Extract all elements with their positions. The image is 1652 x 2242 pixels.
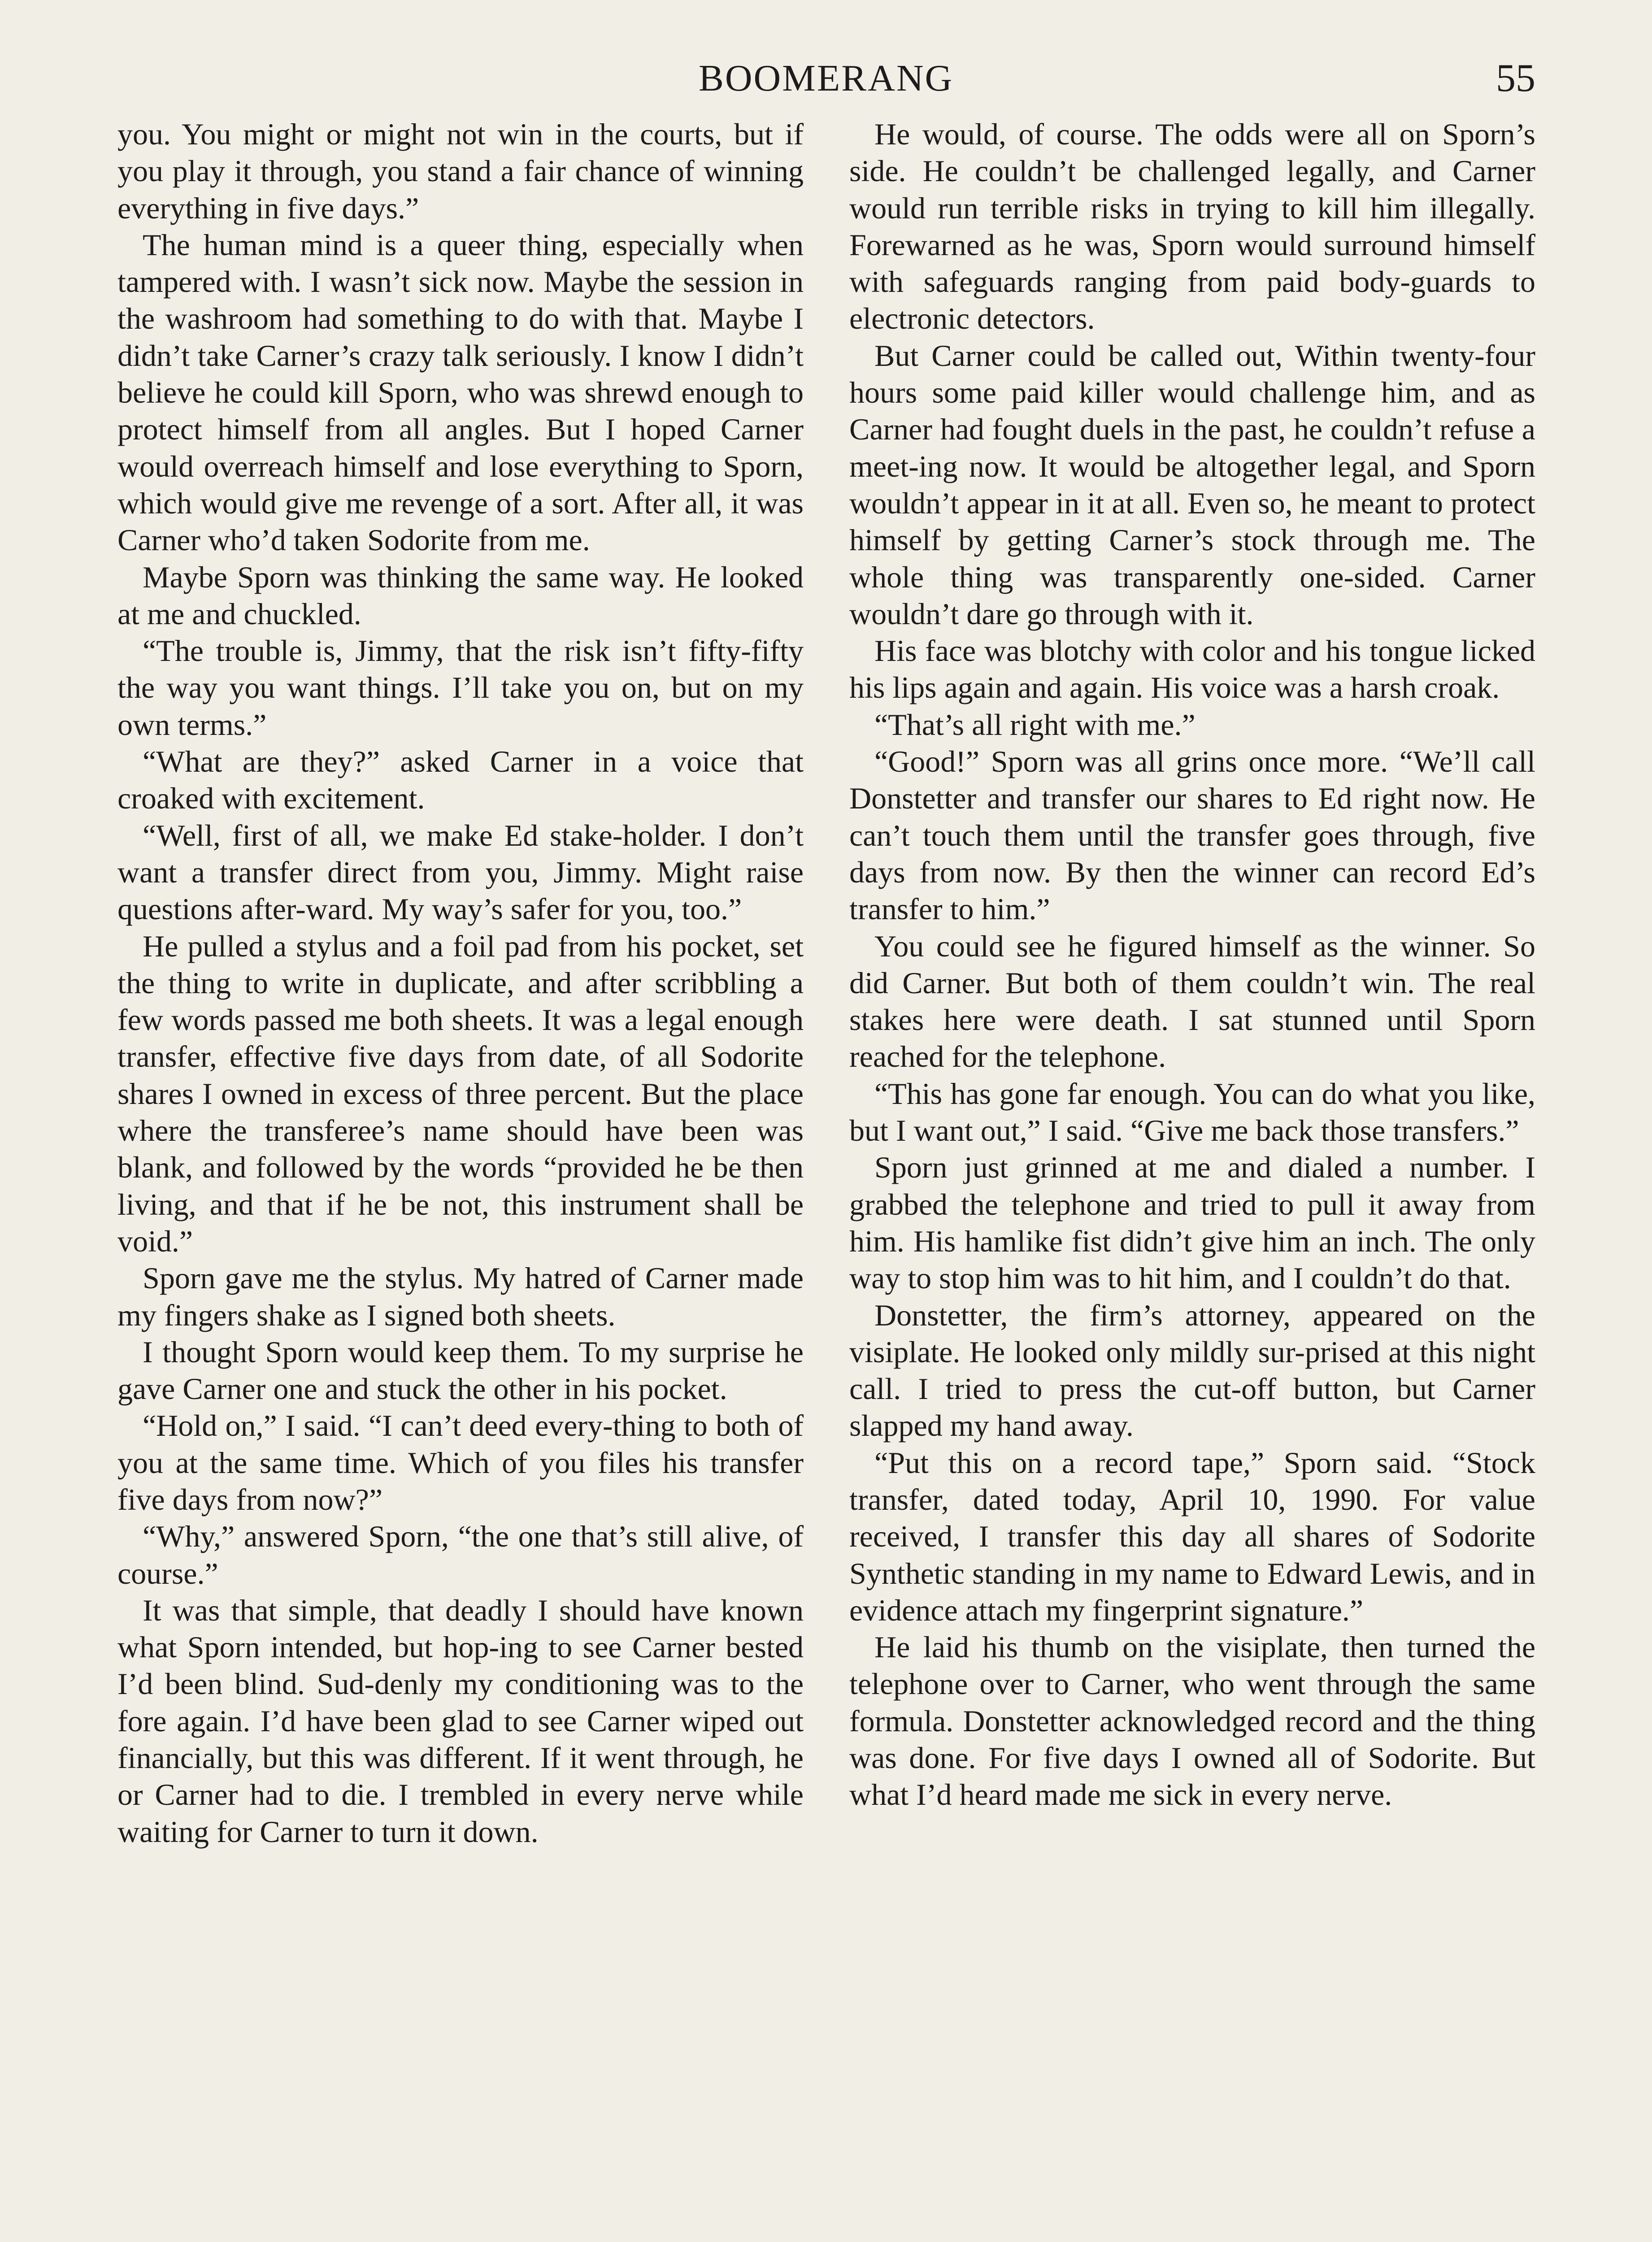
paragraph: Sporn just grinned at me and dialed a number. I grabbed the telephone and tried to pull it away from him. His hamlike fist didn’t give him an inch. The only way to stop him was to hit him, and I couldn’t do that. xyxy=(849,1150,1535,1295)
running-title: BOOMERANG xyxy=(698,57,954,99)
paragraph: You could see he figured himself as the winner. So did Carner. But both of them couldn’t win. The real stakes here were death. I sat stunned until Sporn reached for the telephone. xyxy=(849,929,1535,1074)
paragraph: The human mind is a queer thing, especially when tampered with. I wasn’t sick now. Maybe the session in the washroom had something to do with that. Maybe I didn’t take Carner’s crazy talk seriously. I know I didn’t believe he could kill Sporn, who was shrewd enough to protect himself from all angles. But I hoped Carner would overreach himself and lose everything to Sporn, which would give me revenge of a sort. After all, it was Carner who’d taken Sodorite from me. xyxy=(117,227,804,557)
paragraph: He would, of course. The odds were all on Sporn’s side. He couldn’t be challenged legally, and Carner would run terrible risks in trying to kill him illegally. Forewarned as he was, Sporn would surround himself with safeguards ranging from paid body-guards to electronic detectors. xyxy=(849,117,1535,336)
paragraph: you. You might or might not win in the courts, but if you play it through, you stand a fair chance of winning everything in five days.” xyxy=(117,117,804,225)
paragraph: Maybe Sporn was thinking the same way. He looked at me and chuckled. xyxy=(117,560,804,631)
left-column xyxy=(117,116,804,1850)
paragraph: “Good!” Sporn was all grins once more. “We’ll call Donstetter and transfer our shares to Ed right now. He can’t touch them until the transfer goes through, five days from now. By then the winner can record Ed’s transfer to him.” xyxy=(849,744,1535,926)
paragraph: It was that simple, that deadly I should have known what Sporn intended, but hop-ing to see Carner bested I’d been blind. Sud-denly my conditioning was to the fore again. I’d have been glad to see Carner wiped out financially, but this was different. If it went through, he or Carner had to die. I trembled in every nerve while waiting for Carner to turn it down. xyxy=(117,1593,804,1849)
paragraph: “Well, first of all, we make Ed stake-holder. I don’t want a transfer direct from you, Jimmy. Might raise questions after-ward. My way’s safer for you, too.” xyxy=(117,818,804,926)
right-column xyxy=(849,116,1535,1813)
paragraph: “Why,” answered Sporn, “the one that’s still alive, of course.” xyxy=(117,1519,804,1590)
paragraph: He pulled a stylus and a foil pad from his pocket, set the thing to write in duplicate, and after scribbling a few words passed me both sheets. It was a legal enough transfer, effective five days from date, of all Sodorite shares I owned in excess of three percent. But the place where the transferee’s name should have been was blank, and followed by the words “provided he be then living, and that if he be not, this instrument shall be void.” xyxy=(117,929,804,1258)
paragraph: “That’s all right with me.” xyxy=(874,707,1196,742)
paragraph: He laid his thumb on the visiplate, then turned the telephone over to Carner, who went through the same formula. Donstetter acknowledged record and the thing was done. For five days I owned all of Sodorite. But what I’d heard made me sick in every nerve. xyxy=(849,1630,1535,1812)
paragraph: “Put this on a record tape,” Sporn said. “Stock transfer, dated today, April 10, 1990. For value received, I transfer this day all shares of Sodorite Synthetic standing in my name to Edward Lewis, and in evidence attach my fingerprint signature.” xyxy=(849,1445,1535,1627)
paragraph: “What are they?” asked Carner in a voice that croaked with excitement. xyxy=(117,744,804,816)
paragraph: “This has gone far enough. You can do what you like, but I want out,” I said. “Give me back those transfers.” xyxy=(849,1076,1535,1148)
paragraph: I thought Sporn would keep them. To my surprise he gave Carner one and stuck the other in his pocket. xyxy=(117,1334,804,1406)
page-number: 55 xyxy=(1496,56,1535,100)
running-header xyxy=(117,54,1535,103)
paragraph: Donstetter, the firm’s attorney, appeared on the visiplate. He looked only mildly sur-prised at this night call. I tried to press the cut-off button, but Carner slapped my hand away. xyxy=(849,1298,1535,1443)
paragraph: His face was blotchy with color and his tongue licked his lips again and again. His voice was a harsh croak. xyxy=(849,634,1535,705)
paragraph: “The trouble is, Jimmy, that the risk isn’t fifty-fifty the way you want things. I’ll take you on, but on my own terms.” xyxy=(117,634,804,742)
paragraph: Sporn gave me the stylus. My hatred of Carner made my fingers shake as I signed both sheets. xyxy=(117,1261,804,1332)
paragraph: But Carner could be called out, Within twenty-four hours some paid killer would challenge him, and as Carner had fought duels in the past, he couldn’t refuse a meet-ing now. It would be altogether legal, and Sporn wouldn’t appear in it at all. Even so, he meant to protect himself by getting Carner’s stock through me. The whole thing was transparently one-sided. Carner wouldn’t dare go through with it. xyxy=(849,338,1535,631)
paragraph: “Hold on,” I said. “I can’t deed every-thing to both of you at the same time. Which of you files his transfer five days from now?” xyxy=(117,1408,804,1516)
